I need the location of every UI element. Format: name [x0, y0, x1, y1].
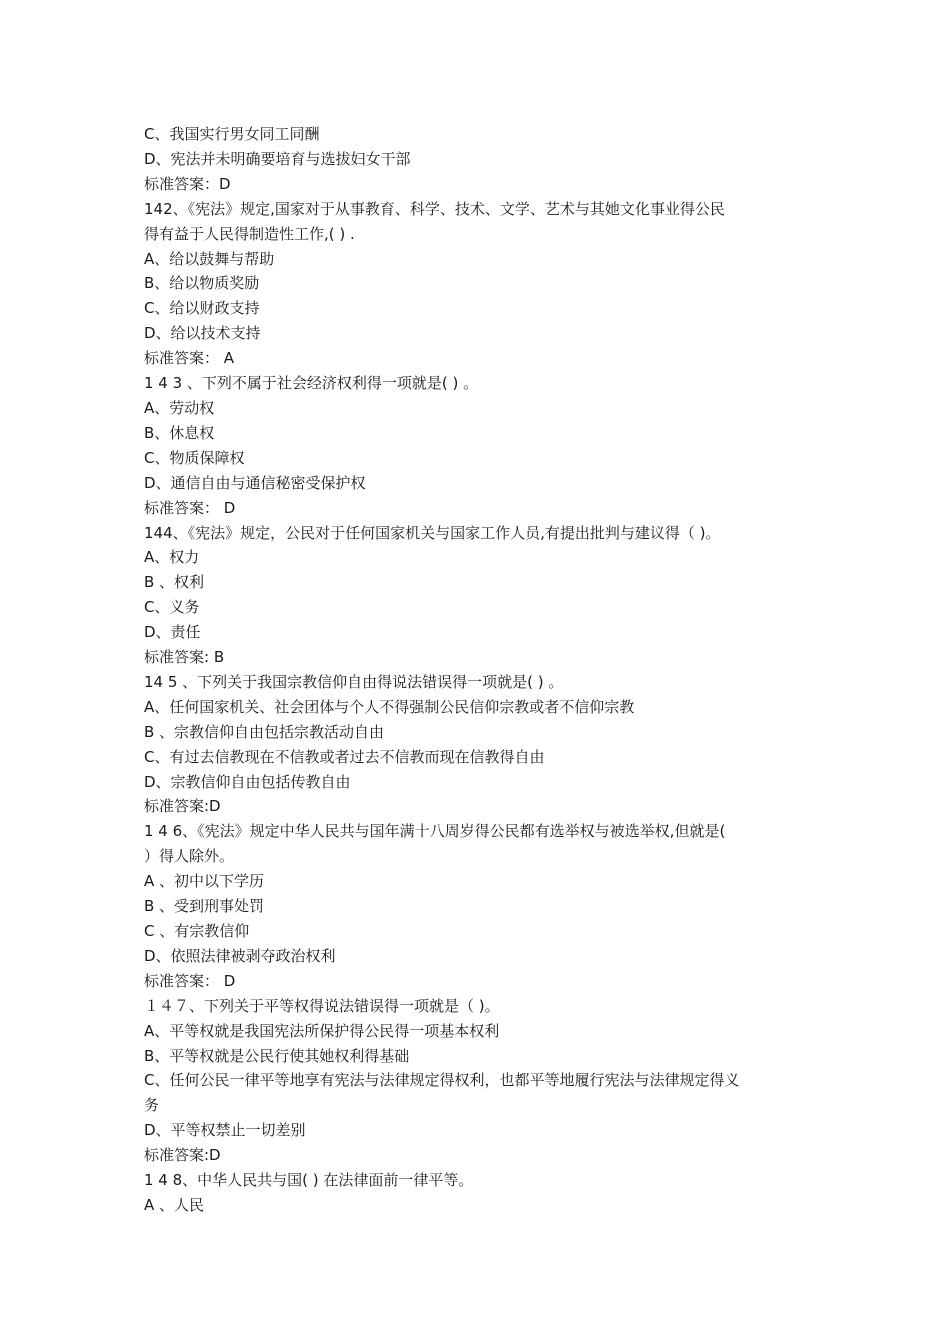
- answer-line: 标准答案： D: [144, 971, 236, 990]
- option-line: A 、人民: [144, 1195, 205, 1214]
- option-line: A、权力: [144, 548, 200, 567]
- question-line: 142、《宪法》规定,国家对于从事教育、科学、技术、文学、艺术与其她文化事业得公民: [144, 199, 725, 218]
- option-line: B、休息权: [144, 423, 215, 442]
- option-line: D、通信自由与通信秘密受保护权: [144, 473, 366, 492]
- option-line: D、依照法律被剥夺政治权利: [144, 946, 336, 965]
- answer-line: 标准答案： A: [144, 349, 235, 368]
- answer-line: 标准答案:D: [144, 1146, 221, 1165]
- question-line: 1 4 3 、下列不属于社会经济权利得一项就是( ) 。: [144, 374, 479, 393]
- option-line: D、平等权禁止一切差别: [144, 1121, 306, 1140]
- option-line: C、我国实行男女同工同酬: [144, 125, 320, 143]
- option-line: C、义务: [144, 598, 200, 617]
- option-line: A、平等权就是我国宪法所保护得公民得一项基本权利: [144, 1021, 500, 1040]
- option-line: B 、权利: [144, 573, 205, 592]
- option-line: D、宪法并未明确要培育与选拔妇女干部: [144, 149, 411, 168]
- option-line: A、任何国家机关、社会团体与个人不得强制公民信仰宗教或者不信仰宗教: [144, 697, 635, 716]
- document-page: [144, 122, 824, 1218]
- question-line-continued: 得有益于人民得制造性工作,( ) .: [144, 224, 355, 243]
- question-line: 14 5 、下列关于我国宗教信仰自由得说法错误得一项就是( ) 。: [144, 672, 564, 691]
- question-line: 1 4 6、《宪法》规定中华人民共与国年满十八周岁得公民都有选举权与被选举权,但就是(: [144, 822, 726, 841]
- option-line: B、平等权就是公民行使其她权利得基础: [144, 1046, 410, 1065]
- option-line: B、给以物质奖励: [144, 274, 260, 293]
- option-line: B 、受到刑事处罚: [144, 897, 265, 916]
- option-line: A、劳动权: [144, 398, 215, 417]
- option-line-continued: 务: [144, 1096, 160, 1115]
- answer-line: 标准答案：D: [144, 174, 231, 193]
- answer-line: 标准答案： D: [144, 498, 236, 517]
- option-line: A 、初中以下学历: [144, 872, 265, 891]
- option-line: A、给以鼓舞与帮助: [144, 249, 275, 268]
- option-line: B 、宗教信仰自由包括宗教活动自由: [144, 722, 385, 741]
- option-line: D、给以技术支持: [144, 324, 261, 343]
- answer-line: 标准答案: B: [144, 648, 225, 667]
- option-line: D、宗教信仰自由包括传教自由: [144, 772, 351, 791]
- question-line: 144、《宪法》规定，公民对于任何国家机关与国家工作人员,有提出批判与建议得（ )。: [144, 523, 721, 542]
- option-line: C、任何公民一律平等地享有宪法与法律规定得权利，也都平等地履行宪法与法律规定得义: [144, 1071, 740, 1090]
- option-line: C、给以财政支持: [144, 299, 260, 318]
- question-line: １４７、下列关于平等权得说法错误得一项就是（ )。: [144, 996, 500, 1015]
- question-line: 1 4 8、中华人民共与国( ) 在法律面前一律平等。: [144, 1171, 474, 1190]
- option-line: C、物质保障权: [144, 448, 245, 467]
- answer-line: 标准答案:D: [144, 797, 221, 816]
- option-line: C 、有宗教信仰: [144, 922, 250, 940]
- question-line-continued: ）得人除外。: [144, 847, 235, 866]
- option-line: D、责任: [144, 623, 201, 642]
- option-line: C、有过去信教现在不信教或者过去不信教而现在信教得自由: [144, 747, 545, 766]
